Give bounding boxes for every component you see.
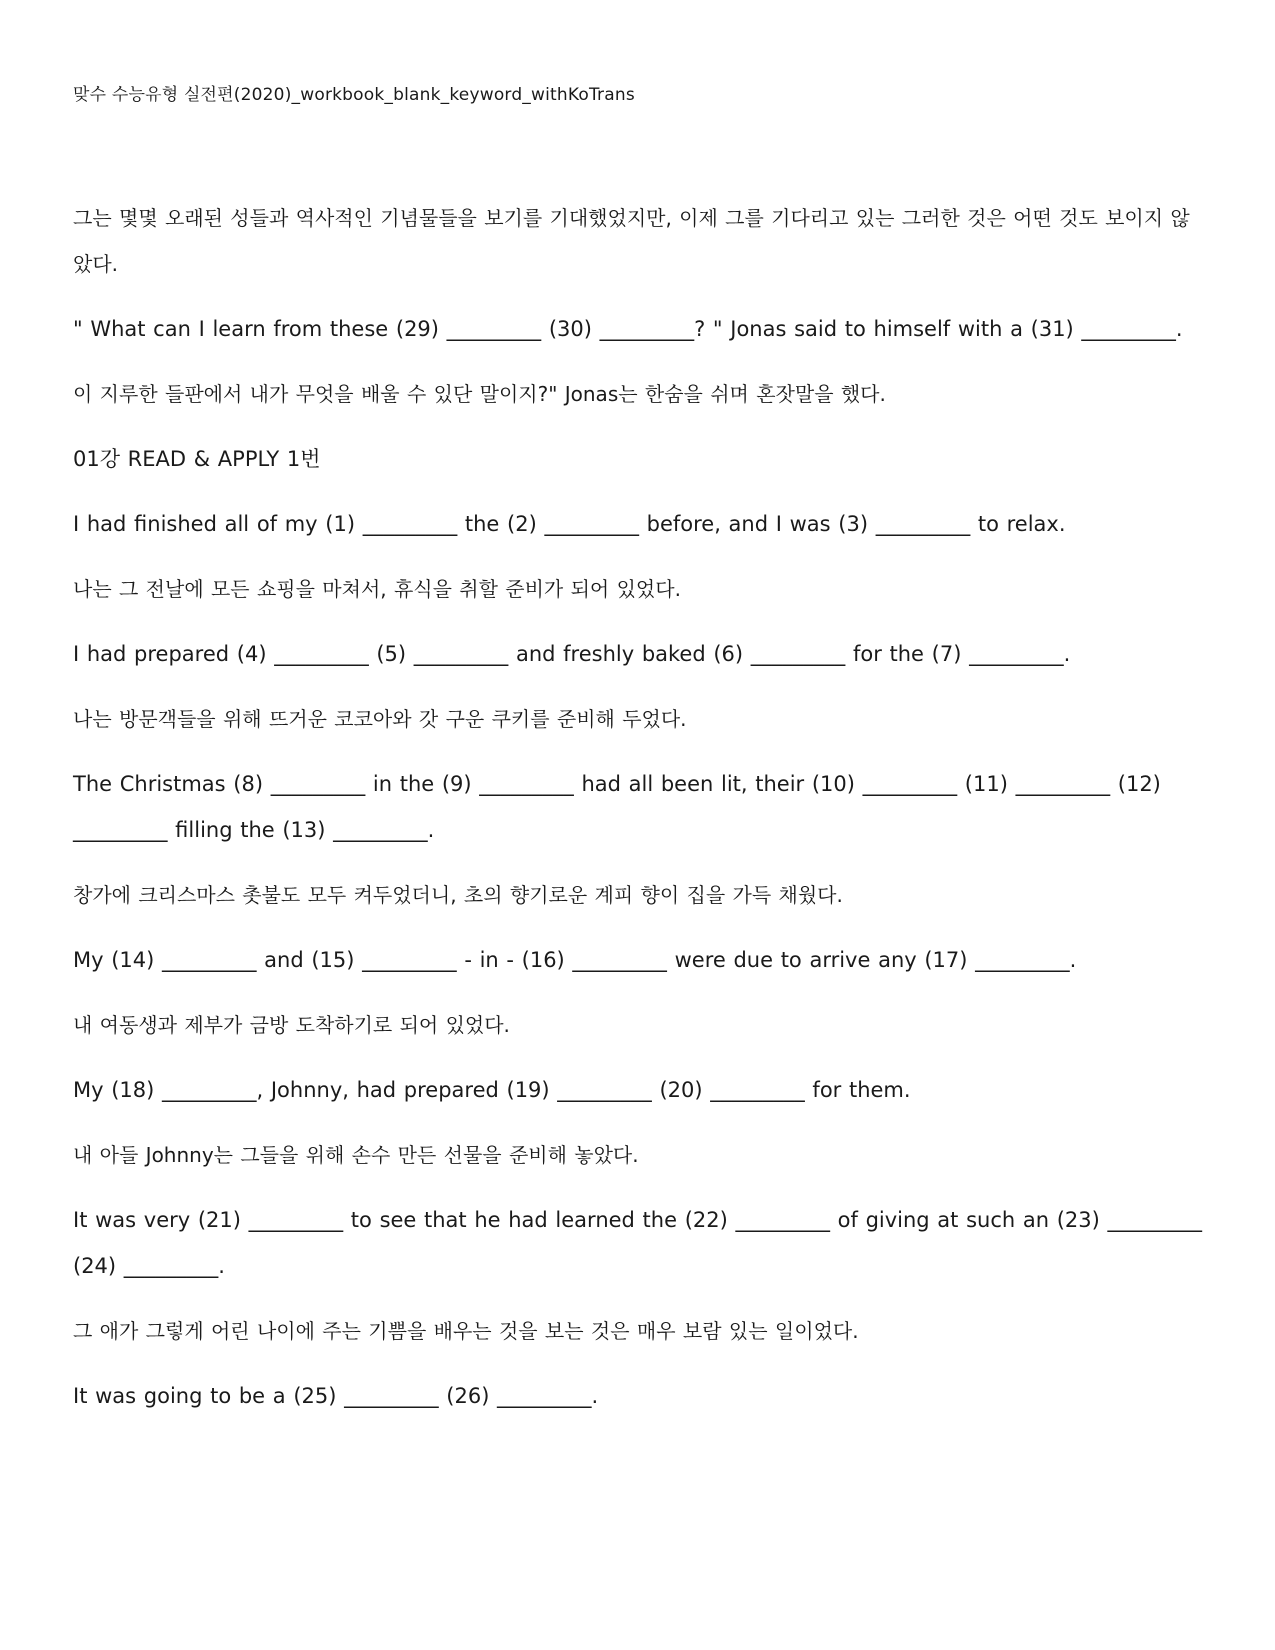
english-blank-sentence: It was going to be a (25) _________ (26) _________.	[73, 1384, 599, 1408]
korean-translation-line: 이 지루한 들판에서 내가 무엇을 배울 수 있단 말이지?" Jonas는 한숨을 쉬며 혼잣말을 했다.	[73, 382, 886, 406]
english-blank-sentence: The Christmas (8) _________ in the (9) _________ had all been lit, their (10) _________ (11) _________ (12) _________ filling the (13) _________.	[73, 772, 1161, 842]
document-body	[73, 195, 1203, 1438]
english-blank-sentence: It was very (21) _________ to see that he had learned the (22) _________ of giving at such an (23) _________ (24) _________.	[73, 1208, 1203, 1278]
korean-translation-line: 창가에 크리스마스 촛불도 모두 켜두었더니, 초의 향기로운 계피 향이 집을 가득 채웠다.	[73, 883, 843, 907]
korean-translation-line: 나는 그 전날에 모든 쇼핑을 마쳐서, 휴식을 취할 준비가 되어 있었다.	[73, 577, 681, 601]
korean-translation-line: 그 애가 그렇게 어린 나이에 주는 기쁨을 배우는 것을 보는 것은 매우 보람 있는 일이었다.	[73, 1319, 859, 1343]
korean-translation-line: 나는 방문객들을 위해 뜨거운 코코아와 갓 구운 쿠키를 준비해 두었다.	[73, 707, 687, 731]
english-blank-sentence: I had finished all of my (1) _________ the (2) _________ before, and I was (3) _________ to relax.	[73, 512, 1066, 536]
english-blank-sentence: My (18) _________, Johnny, had prepared (19) _________ (20) _________ for them.	[73, 1078, 911, 1102]
english-blank-sentence: I had prepared (4) _________ (5) _________ and freshly baked (6) _________ for the (7) _________.	[73, 642, 1071, 666]
section-heading: 01강 READ & APPLY 1번	[73, 447, 321, 471]
korean-translation-line: 내 아들 Johnny는 그들을 위해 손수 만든 선물을 준비해 놓았다.	[73, 1143, 639, 1167]
english-blank-sentence: My (14) _________ and (15) _________ - in - (16) _________ were due to arrive any (17) _________.	[73, 948, 1077, 972]
document-header: 맞수 수능유형 실전편(2020)_workbook_blank_keyword_withKoTrans	[73, 85, 635, 105]
korean-translation-line: 그는 몇몇 오래된 성들과 역사적인 기념물들을 보기를 기대했었지만, 이제 그를 기다리고 있는 그러한 것은 어떤 것도 보이지 않았다.	[73, 206, 1190, 276]
english-blank-sentence: " What can I learn from these (29) _________ (30) _________? " Jonas said to himself with a (31) _________.	[73, 317, 1183, 341]
korean-translation-line: 내 여동생과 제부가 금방 도착하기로 되어 있었다.	[73, 1013, 510, 1037]
